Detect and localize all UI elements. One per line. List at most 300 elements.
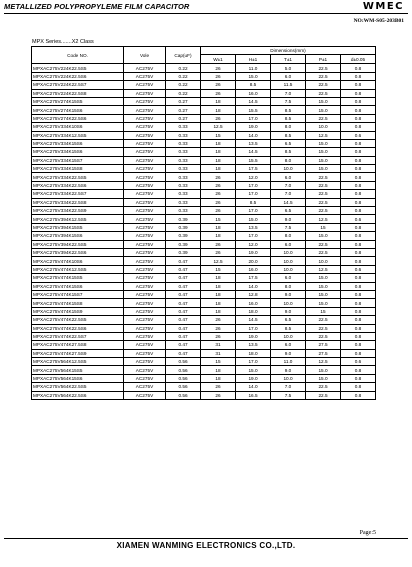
cell-voltage: AC275V bbox=[124, 274, 166, 282]
spec-table-body bbox=[32, 64, 376, 400]
cell-lead-diameter: 0.8 bbox=[341, 316, 376, 324]
cell-code: MPXAC275V394K12.5S5 bbox=[32, 215, 124, 223]
cell-height: 20.0 bbox=[236, 257, 271, 265]
cell-pitch: 15 bbox=[306, 307, 341, 315]
cell-thickness: 8.5 bbox=[271, 114, 306, 122]
cell-code: MPXAC275V564K22.5S5 bbox=[32, 383, 124, 391]
cell-thickness: 8.5 bbox=[271, 148, 306, 156]
table-row bbox=[32, 72, 376, 80]
cell-pitch: 22.5 bbox=[306, 89, 341, 97]
col-header-capacitance: Cap(uF) bbox=[166, 47, 201, 64]
cell-capacitance: 0.47 bbox=[166, 307, 201, 315]
table-row bbox=[32, 190, 376, 198]
cell-height: 8.5 bbox=[236, 81, 271, 89]
col-header-thickness: T±1 bbox=[271, 55, 306, 64]
cell-lead-diameter: 0.8 bbox=[341, 173, 376, 181]
cell-thickness: 14.5 bbox=[271, 198, 306, 206]
cell-lead-diameter: 0.6 bbox=[341, 265, 376, 273]
cell-pitch: 10.0 bbox=[306, 123, 341, 131]
cell-pitch: 22.5 bbox=[306, 240, 341, 248]
cell-capacitance: 0.47 bbox=[166, 257, 201, 265]
cell-capacitance: 0.56 bbox=[166, 374, 201, 382]
cell-thickness: 5.0 bbox=[271, 64, 306, 72]
cell-height: 8.5 bbox=[236, 198, 271, 206]
spec-table bbox=[31, 46, 376, 400]
cell-code: MPXAC275V334K15S8 bbox=[32, 165, 124, 173]
table-row bbox=[32, 299, 376, 307]
col-header-height: H±1 bbox=[236, 55, 271, 64]
cell-lead-diameter: 0.8 bbox=[341, 198, 376, 206]
table-row bbox=[32, 81, 376, 89]
cell-voltage: AC275V bbox=[124, 198, 166, 206]
cell-thickness: 10.0 bbox=[271, 299, 306, 307]
cell-thickness: 6.0 bbox=[271, 240, 306, 248]
cell-width: 18 bbox=[201, 366, 236, 374]
cell-width: 18 bbox=[201, 156, 236, 164]
cell-height: 18.0 bbox=[236, 307, 271, 315]
cell-height: 11.0 bbox=[236, 64, 271, 72]
cell-lead-diameter: 0.8 bbox=[341, 374, 376, 382]
cell-height: 15.0 bbox=[236, 366, 271, 374]
table-row bbox=[32, 89, 376, 97]
cell-voltage: AC275V bbox=[124, 207, 166, 215]
cell-thickness: 6.0 bbox=[271, 72, 306, 80]
table-row bbox=[32, 324, 376, 332]
cell-capacitance: 0.33 bbox=[166, 123, 201, 131]
cell-thickness: 10.0 bbox=[271, 374, 306, 382]
cell-width: 26 bbox=[201, 64, 236, 72]
col-header-pitch: P±1 bbox=[306, 55, 341, 64]
cell-lead-diameter: 0.8 bbox=[341, 332, 376, 340]
cell-pitch: 15.0 bbox=[306, 299, 341, 307]
cell-code: MPXAC275V394K15S6 bbox=[32, 232, 124, 240]
cell-voltage: AC275V bbox=[124, 165, 166, 173]
cell-voltage: AC275V bbox=[124, 156, 166, 164]
cell-height: 18.0 bbox=[236, 349, 271, 357]
cell-height: 19.0 bbox=[236, 248, 271, 256]
cell-height: 17.0 bbox=[236, 232, 271, 240]
cell-voltage: AC275V bbox=[124, 97, 166, 105]
cell-width: 18 bbox=[201, 106, 236, 114]
col-header-dimensions: Dimensions(mm) bbox=[201, 47, 376, 55]
cell-height: 14.5 bbox=[236, 97, 271, 105]
cell-pitch: 15.0 bbox=[306, 374, 341, 382]
cell-voltage: AC275V bbox=[124, 391, 166, 399]
cell-capacitance: 0.47 bbox=[166, 265, 201, 273]
cell-voltage: AC275V bbox=[124, 131, 166, 139]
cell-height: 17.0 bbox=[236, 190, 271, 198]
cell-pitch: 10.0 bbox=[306, 257, 341, 265]
cell-thickness: 7.5 bbox=[271, 97, 306, 105]
company-name: XIAMEN WANMING ELECTRONICS CO.,LTD. bbox=[116, 541, 296, 550]
cell-height: 15.5 bbox=[236, 156, 271, 164]
cell-height: 16.0 bbox=[236, 265, 271, 273]
cell-capacitance: 0.27 bbox=[166, 106, 201, 114]
cell-height: 17.0 bbox=[236, 207, 271, 215]
col-header-lead-diameter: d±0.05 bbox=[341, 55, 376, 64]
cell-height: 17.5 bbox=[236, 165, 271, 173]
document-number: NO:WM-S05-203B01 bbox=[353, 18, 404, 24]
cell-lead-diameter: 0.8 bbox=[341, 139, 376, 147]
cell-lead-diameter: 0.8 bbox=[341, 223, 376, 231]
cell-capacitance: 0.47 bbox=[166, 290, 201, 298]
cell-thickness: 7.0 bbox=[271, 190, 306, 198]
cell-code: MPXAC275V474K10S6 bbox=[32, 257, 124, 265]
cell-height: 12.0 bbox=[236, 240, 271, 248]
cell-pitch: 15.0 bbox=[306, 97, 341, 105]
cell-code: MPXAC275V274K15S5 bbox=[32, 97, 124, 105]
cell-code: MPXAC275V334K15S6 bbox=[32, 139, 124, 147]
table-row bbox=[32, 123, 376, 131]
cell-lead-diameter: 0.8 bbox=[341, 72, 376, 80]
header-row-1 bbox=[32, 47, 376, 55]
cell-width: 26 bbox=[201, 248, 236, 256]
cell-lead-diameter: 0.8 bbox=[341, 148, 376, 156]
cell-code: MPXAC275V474K27.5S8 bbox=[32, 341, 124, 349]
cell-thickness: 7.0 bbox=[271, 181, 306, 189]
table-row bbox=[32, 139, 376, 147]
cell-thickness: 10.0 bbox=[271, 265, 306, 273]
cell-pitch: 15.0 bbox=[306, 148, 341, 156]
cell-capacitance: 0.22 bbox=[166, 72, 201, 80]
cell-width: 26 bbox=[201, 207, 236, 215]
cell-height: 15.0 bbox=[236, 215, 271, 223]
cell-code: MPXAC275V334K22.5S9 bbox=[32, 207, 124, 215]
cell-pitch: 22.5 bbox=[306, 81, 341, 89]
cell-capacitance: 0.47 bbox=[166, 299, 201, 307]
cell-code: MPXAC275V394K15S5 bbox=[32, 223, 124, 231]
table-row bbox=[32, 341, 376, 349]
cell-voltage: AC275V bbox=[124, 349, 166, 357]
cell-width: 18 bbox=[201, 148, 236, 156]
cell-capacitance: 0.27 bbox=[166, 114, 201, 122]
cell-thickness: 11.0 bbox=[271, 358, 306, 366]
cell-thickness: 10.0 bbox=[271, 257, 306, 265]
table-row bbox=[32, 181, 376, 189]
cell-thickness: 9.0 bbox=[271, 349, 306, 357]
cell-lead-diameter: 0.8 bbox=[341, 282, 376, 290]
cell-thickness: 6.0 bbox=[271, 341, 306, 349]
table-row bbox=[32, 131, 376, 139]
cell-height: 12.8 bbox=[236, 290, 271, 298]
table-row bbox=[32, 240, 376, 248]
cell-lead-diameter: 0.8 bbox=[341, 156, 376, 164]
cell-code: MPXAC275V394K22.5S6 bbox=[32, 248, 124, 256]
cell-code: MPXAC275V474K15S6 bbox=[32, 282, 124, 290]
cell-thickness: 9.0 bbox=[271, 366, 306, 374]
cell-thickness: 10.0 bbox=[271, 248, 306, 256]
cell-capacitance: 0.56 bbox=[166, 366, 201, 374]
cell-code: MPXAC275V474K15S8 bbox=[32, 299, 124, 307]
cell-width: 26 bbox=[201, 72, 236, 80]
cell-voltage: AC275V bbox=[124, 123, 166, 131]
cell-code: MPXAC275V224K22.5S7 bbox=[32, 81, 124, 89]
table-row bbox=[32, 198, 376, 206]
cell-height: 16.0 bbox=[236, 89, 271, 97]
cell-width: 15 bbox=[201, 265, 236, 273]
cell-capacitance: 0.27 bbox=[166, 97, 201, 105]
cell-code: MPXAC275V474K15S9 bbox=[32, 307, 124, 315]
cell-thickness: 7.5 bbox=[271, 391, 306, 399]
cell-capacitance: 0.33 bbox=[166, 181, 201, 189]
cell-thickness: 8.5 bbox=[271, 324, 306, 332]
cell-width: 15 bbox=[201, 215, 236, 223]
cell-width: 18 bbox=[201, 223, 236, 231]
table-row bbox=[32, 274, 376, 282]
cell-code: MPXAC275V564K15S5 bbox=[32, 366, 124, 374]
cell-thickness: 8.5 bbox=[271, 131, 306, 139]
cell-capacitance: 0.47 bbox=[166, 341, 201, 349]
cell-voltage: AC275V bbox=[124, 332, 166, 340]
cell-code: MPXAC275V564K22.5S6 bbox=[32, 391, 124, 399]
cell-lead-diameter: 0.8 bbox=[341, 257, 376, 265]
cell-lead-diameter: 0.8 bbox=[341, 349, 376, 357]
table-row bbox=[32, 165, 376, 173]
table-row bbox=[32, 307, 376, 315]
col-header-width: W±1 bbox=[201, 55, 236, 64]
cell-capacitance: 0.33 bbox=[166, 148, 201, 156]
col-header-voltage: Vole bbox=[124, 47, 166, 64]
cell-voltage: AC275V bbox=[124, 139, 166, 147]
cell-width: 18 bbox=[201, 290, 236, 298]
cell-thickness: 8.0 bbox=[271, 156, 306, 164]
cell-width: 31 bbox=[201, 341, 236, 349]
table-row bbox=[32, 282, 376, 290]
table-row bbox=[32, 383, 376, 391]
cell-capacitance: 0.56 bbox=[166, 391, 201, 399]
cell-thickness: 7.0 bbox=[271, 383, 306, 391]
cell-thickness: 6.0 bbox=[271, 274, 306, 282]
cell-code: MPXAC275V564K15S6 bbox=[32, 374, 124, 382]
cell-voltage: AC275V bbox=[124, 248, 166, 256]
cell-code: MPXAC275V334K12.5S5 bbox=[32, 131, 124, 139]
cell-width: 18 bbox=[201, 139, 236, 147]
cell-thickness: 10.0 bbox=[271, 165, 306, 173]
cell-pitch: 15.0 bbox=[306, 232, 341, 240]
table-row bbox=[32, 148, 376, 156]
cell-width: 26 bbox=[201, 316, 236, 324]
cell-pitch: 15.0 bbox=[306, 366, 341, 374]
cell-lead-diameter: 0.8 bbox=[341, 181, 376, 189]
cell-height: 13.5 bbox=[236, 223, 271, 231]
cell-thickness: 8.5 bbox=[271, 106, 306, 114]
cell-voltage: AC275V bbox=[124, 290, 166, 298]
cell-code: MPXAC275V274K15S6 bbox=[32, 106, 124, 114]
cell-lead-diameter: 0.8 bbox=[341, 165, 376, 173]
cell-lead-diameter: 0.8 bbox=[341, 123, 376, 131]
cell-voltage: AC275V bbox=[124, 358, 166, 366]
cell-voltage: AC275V bbox=[124, 81, 166, 89]
table-row bbox=[32, 358, 376, 366]
cell-code: MPXAC275V394K22.5S5 bbox=[32, 240, 124, 248]
cell-pitch: 22.5 bbox=[306, 324, 341, 332]
cell-thickness: 6.5 bbox=[271, 139, 306, 147]
cell-voltage: AC275V bbox=[124, 181, 166, 189]
cell-thickness: 7.0 bbox=[271, 89, 306, 97]
cell-width: 26 bbox=[201, 332, 236, 340]
cell-lead-diameter: 0.8 bbox=[341, 290, 376, 298]
cell-width: 18 bbox=[201, 299, 236, 307]
cell-code: MPXAC275V474K22.5S5 bbox=[32, 316, 124, 324]
cell-lead-diameter: 0.8 bbox=[341, 232, 376, 240]
table-row bbox=[32, 173, 376, 181]
cell-lead-diameter: 0.6 bbox=[341, 131, 376, 139]
cell-pitch: 22.5 bbox=[306, 181, 341, 189]
cell-pitch: 22.5 bbox=[306, 332, 341, 340]
table-row bbox=[32, 248, 376, 256]
cell-code: MPXAC275V274K22.5S6 bbox=[32, 114, 124, 122]
cell-width: 26 bbox=[201, 391, 236, 399]
cell-capacitance: 0.47 bbox=[166, 332, 201, 340]
cell-height: 15.0 bbox=[236, 72, 271, 80]
cell-capacitance: 0.22 bbox=[166, 81, 201, 89]
cell-lead-diameter: 0.8 bbox=[341, 299, 376, 307]
cell-width: 26 bbox=[201, 240, 236, 248]
cell-pitch: 22.5 bbox=[306, 383, 341, 391]
table-row bbox=[32, 232, 376, 240]
cell-width: 31 bbox=[201, 349, 236, 357]
cell-pitch: 12.5 bbox=[306, 131, 341, 139]
cell-code: MPXAC275V474K22.5S6 bbox=[32, 324, 124, 332]
cell-capacitance: 0.33 bbox=[166, 139, 201, 147]
cell-width: 26 bbox=[201, 89, 236, 97]
cell-width: 26 bbox=[201, 324, 236, 332]
cell-height: 17.0 bbox=[236, 114, 271, 122]
page-number: Page:5 bbox=[359, 530, 376, 536]
cell-width: 26 bbox=[201, 81, 236, 89]
cell-voltage: AC275V bbox=[124, 307, 166, 315]
cell-code: MPXAC275V474K15S5 bbox=[32, 274, 124, 282]
cell-lead-diameter: 0.8 bbox=[341, 190, 376, 198]
cell-capacitance: 0.39 bbox=[166, 240, 201, 248]
cell-height: 14.5 bbox=[236, 148, 271, 156]
cell-thickness: 9.0 bbox=[271, 215, 306, 223]
cell-pitch: 12.5 bbox=[306, 265, 341, 273]
cell-width: 12.5 bbox=[201, 123, 236, 131]
cell-voltage: AC275V bbox=[124, 64, 166, 72]
cell-width: 18 bbox=[201, 232, 236, 240]
document-title: METALLIZED POLYPROPYLEME FILM CAPACITOR bbox=[4, 2, 190, 11]
cell-lead-diameter: 0.8 bbox=[341, 341, 376, 349]
cell-capacitance: 0.33 bbox=[166, 156, 201, 164]
cell-height: 17.0 bbox=[236, 324, 271, 332]
cell-capacitance: 0.22 bbox=[166, 64, 201, 72]
cell-width: 18 bbox=[201, 97, 236, 105]
cell-pitch: 15 bbox=[306, 223, 341, 231]
table-row bbox=[32, 97, 376, 105]
cell-height: 12.0 bbox=[236, 173, 271, 181]
cell-lead-diameter: 0.8 bbox=[341, 366, 376, 374]
cell-lead-diameter: 0.8 bbox=[341, 248, 376, 256]
cell-width: 18 bbox=[201, 282, 236, 290]
cell-width: 26 bbox=[201, 114, 236, 122]
cell-capacitance: 0.47 bbox=[166, 349, 201, 357]
cell-width: 12.5 bbox=[201, 257, 236, 265]
cell-code: MPXAC275V474K22.5S7 bbox=[32, 332, 124, 340]
cell-capacitance: 0.47 bbox=[166, 324, 201, 332]
cell-thickness: 8.0 bbox=[271, 282, 306, 290]
table-row bbox=[32, 257, 376, 265]
cell-voltage: AC275V bbox=[124, 173, 166, 181]
cell-thickness: 7.5 bbox=[271, 223, 306, 231]
cell-thickness: 6.0 bbox=[271, 173, 306, 181]
cell-pitch: 15.0 bbox=[306, 290, 341, 298]
cell-pitch: 15.0 bbox=[306, 282, 341, 290]
cell-width: 18 bbox=[201, 374, 236, 382]
table-row bbox=[32, 265, 376, 273]
cell-pitch: 15.0 bbox=[306, 165, 341, 173]
cell-code: MPXAC275V334K22.5S8 bbox=[32, 198, 124, 206]
cell-capacitance: 0.56 bbox=[166, 383, 201, 391]
series-title: MPX Series.......X2 Class bbox=[32, 39, 94, 45]
cell-voltage: AC275V bbox=[124, 257, 166, 265]
cell-voltage: AC275V bbox=[124, 190, 166, 198]
cell-voltage: AC275V bbox=[124, 148, 166, 156]
footer-divider bbox=[4, 538, 408, 539]
table-row bbox=[32, 207, 376, 215]
cell-capacitance: 0.33 bbox=[166, 173, 201, 181]
cell-voltage: AC275V bbox=[124, 223, 166, 231]
cell-lead-diameter: 0.8 bbox=[341, 324, 376, 332]
cell-lead-diameter: 0.8 bbox=[341, 89, 376, 97]
table-row bbox=[32, 374, 376, 382]
cell-pitch: 12.5 bbox=[306, 358, 341, 366]
cell-capacitance: 0.47 bbox=[166, 282, 201, 290]
cell-voltage: AC275V bbox=[124, 114, 166, 122]
table-row bbox=[32, 64, 376, 72]
cell-pitch: 22.5 bbox=[306, 198, 341, 206]
cell-code: MPXAC275V334K15S7 bbox=[32, 156, 124, 164]
cell-lead-diameter: 0.8 bbox=[341, 64, 376, 72]
cell-pitch: 22.5 bbox=[306, 207, 341, 215]
cell-lead-diameter: 0.8 bbox=[341, 391, 376, 399]
cell-code: MPXAC275V564K12.5S5 bbox=[32, 358, 124, 366]
table-row bbox=[32, 290, 376, 298]
cell-lead-diameter: 0.8 bbox=[341, 114, 376, 122]
cell-voltage: AC275V bbox=[124, 374, 166, 382]
cell-width: 15 bbox=[201, 131, 236, 139]
cell-capacitance: 0.33 bbox=[166, 131, 201, 139]
cell-capacitance: 0.39 bbox=[166, 223, 201, 231]
cell-width: 18 bbox=[201, 274, 236, 282]
cell-height: 13.5 bbox=[236, 341, 271, 349]
cell-lead-diameter: 0.8 bbox=[341, 106, 376, 114]
cell-pitch: 22.5 bbox=[306, 64, 341, 72]
cell-thickness: 8.0 bbox=[271, 232, 306, 240]
table-row bbox=[32, 106, 376, 114]
cell-code: MPXAC275V334K22.5S6 bbox=[32, 181, 124, 189]
cell-voltage: AC275V bbox=[124, 106, 166, 114]
cell-pitch: 15.0 bbox=[306, 156, 341, 164]
cell-height: 15.5 bbox=[236, 106, 271, 114]
cell-pitch: 15.0 bbox=[306, 106, 341, 114]
cell-pitch: 22.5 bbox=[306, 190, 341, 198]
cell-capacitance: 0.33 bbox=[166, 198, 201, 206]
cell-pitch: 27.5 bbox=[306, 349, 341, 357]
cell-height: 14.0 bbox=[236, 383, 271, 391]
cell-capacitance: 0.56 bbox=[166, 358, 201, 366]
cell-pitch: 12.5 bbox=[306, 215, 341, 223]
cell-code: MPXAC275V224K22.5S5 bbox=[32, 64, 124, 72]
cell-height: 13.5 bbox=[236, 139, 271, 147]
cell-height: 14.0 bbox=[236, 131, 271, 139]
table-row bbox=[32, 114, 376, 122]
cell-width: 26 bbox=[201, 181, 236, 189]
cell-voltage: AC275V bbox=[124, 341, 166, 349]
cell-capacitance: 0.22 bbox=[166, 89, 201, 97]
cell-code: MPXAC275V474K15S7 bbox=[32, 290, 124, 298]
cell-voltage: AC275V bbox=[124, 215, 166, 223]
